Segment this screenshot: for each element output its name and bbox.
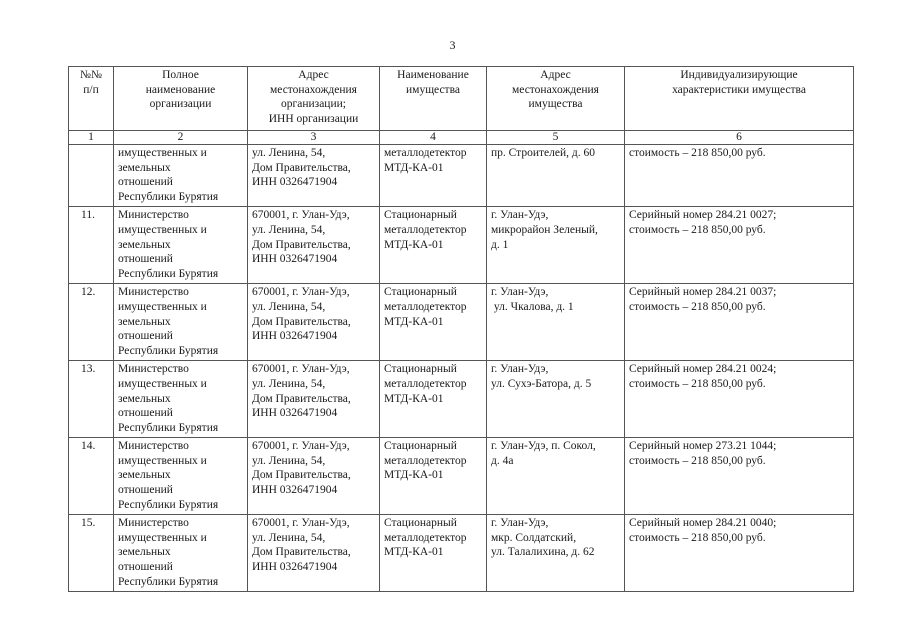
cell-organization-name	[114, 145, 248, 207]
text-line: д. 4а	[491, 454, 514, 467]
cell-organization-name	[114, 361, 248, 438]
text-line: имущественных и	[118, 223, 207, 236]
text-line: ул. Сухэ-Батора, д. 5	[491, 377, 592, 390]
text-line: Адрес	[540, 69, 571, 81]
text-line: ул. Ленина, 54,	[252, 147, 326, 159]
header-characteristics	[625, 67, 854, 131]
text-line: Республики Бурятия	[118, 344, 219, 357]
text-line: имущественных и	[118, 300, 207, 313]
text-line: стоимость – 218 850,00 руб.	[629, 223, 766, 236]
header-number	[69, 67, 114, 131]
text-line: организации	[149, 98, 212, 111]
table-row	[69, 361, 854, 438]
text-line: Министерство	[118, 440, 189, 453]
text-line: ИНН 0326471904	[252, 484, 338, 497]
text-line: ИНН 0326471904	[252, 407, 338, 420]
cell-organization-address	[248, 361, 380, 438]
column-number: 2	[114, 131, 248, 145]
text-line: №№	[80, 69, 102, 81]
cell-property-address	[487, 361, 625, 438]
text-line: отношений	[118, 561, 173, 574]
cell-property-address	[487, 284, 625, 361]
text-line: ИНН 0326471904	[252, 561, 338, 574]
header-property-name	[380, 67, 487, 131]
text-line: МТД-КА-01	[384, 392, 444, 405]
text-line: г. Улан-Удэ,	[491, 517, 549, 530]
cell-number	[69, 145, 114, 207]
cell-property-address	[487, 438, 625, 515]
text-line: ул. Ленина, 54,	[252, 531, 326, 544]
cell-number: 11.	[69, 207, 114, 284]
text-line: МТД-КА-01	[384, 469, 444, 482]
text-line: Серийный номер 284.21 0024;	[629, 363, 777, 376]
text-line: Стационарный	[384, 363, 457, 376]
text-line: г. Улан-Удэ,	[491, 286, 549, 299]
text-line: 670001, г. Улан-Удэ,	[252, 440, 350, 453]
cell-organization-address	[248, 515, 380, 592]
cell-property-name	[380, 207, 487, 284]
cell-organization-name	[114, 515, 248, 592]
text-line: Серийный номер 273.21 1044;	[629, 440, 777, 453]
header-property-address	[487, 67, 625, 131]
text-line: имущественных и	[118, 147, 207, 159]
text-line: 670001, г. Улан-Удэ,	[252, 363, 350, 376]
text-line: г. Улан-Удэ,	[491, 209, 549, 222]
text-line: металлодетектор	[384, 223, 467, 236]
text-line: ИНН 0326471904	[252, 330, 338, 343]
text-line: ИНН 0326471904	[252, 253, 338, 266]
text-line: Индивидуализирующие	[680, 69, 798, 81]
text-line: отношений	[118, 176, 173, 189]
text-line: стоимость – 218 850,00 руб.	[629, 531, 766, 544]
cell-number: 14.	[69, 438, 114, 515]
text-line: Стационарный	[384, 440, 457, 453]
text-line: земельных	[118, 469, 171, 482]
text-line: ул. Талалихина, д. 62	[491, 546, 595, 559]
text-line: характеристики имущества	[672, 83, 806, 96]
column-number-row	[69, 131, 854, 145]
text-line: Серийный номер 284.21 0027;	[629, 209, 777, 222]
cell-characteristics	[625, 438, 854, 515]
text-line: Республики Бурятия	[118, 190, 219, 203]
text-line: МТД-КА-01	[384, 546, 444, 559]
column-number: 3	[248, 131, 380, 145]
text-line: отношений	[118, 484, 173, 497]
cell-number: 13.	[69, 361, 114, 438]
text-line: организации;	[281, 98, 346, 111]
cell-characteristics	[625, 284, 854, 361]
text-line: Министерство	[118, 286, 189, 299]
table-row	[69, 438, 854, 515]
text-line: имущественных и	[118, 377, 207, 390]
text-line: д. 1	[491, 238, 509, 251]
column-number: 6	[625, 131, 854, 145]
table-row	[69, 145, 854, 207]
text-line: Стационарный	[384, 517, 457, 530]
cell-organization-address	[248, 207, 380, 284]
cell-number: 12.	[69, 284, 114, 361]
text-line: Министерство	[118, 209, 189, 222]
cell-organization-name	[114, 438, 248, 515]
text-line: 670001, г. Улан-Удэ,	[252, 517, 350, 530]
text-line: ул. Ленина, 54,	[252, 377, 326, 390]
text-line: земельных	[118, 315, 171, 328]
cell-organization-address	[248, 284, 380, 361]
text-line: Дом Правительства,	[252, 238, 351, 251]
text-line: ИНН организации	[268, 112, 359, 125]
property-table	[68, 66, 854, 592]
text-line: отношений	[118, 407, 173, 420]
text-line: мкр. Солдатский,	[491, 531, 577, 544]
text-line: Стационарный	[384, 286, 457, 299]
cell-property-name	[380, 438, 487, 515]
text-line: ул. Ленина, 54,	[252, 300, 326, 313]
text-line: наименование	[145, 83, 216, 96]
cell-characteristics	[625, 515, 854, 592]
text-line: микрорайон Зеленый,	[491, 223, 598, 236]
cell-property-address	[487, 515, 625, 592]
cell-characteristics	[625, 361, 854, 438]
text-line: металлодетектор	[384, 531, 467, 544]
cell-number: 15.	[69, 515, 114, 592]
text-line: Дом Правительства,	[252, 392, 351, 405]
cell-organization-name	[114, 284, 248, 361]
text-line: Дом Правительства,	[252, 469, 351, 482]
cell-organization-address	[248, 438, 380, 515]
text-line: имущества	[406, 83, 460, 96]
text-line: Дом Правительства,	[252, 161, 351, 174]
text-line: Наименование	[397, 69, 469, 81]
text-line: Дом Правительства,	[252, 315, 351, 328]
text-line: пр. Строителей, д. 60	[491, 147, 595, 159]
text-line: Республики Бурятия	[118, 267, 219, 280]
header-organization-address	[248, 67, 380, 131]
cell-organization-address	[248, 145, 380, 207]
cell-property-name	[380, 361, 487, 438]
cell-property-name	[380, 515, 487, 592]
text-line: стоимость – 218 850,00 руб.	[629, 377, 766, 390]
text-line: г. Улан-Удэ, п. Сокол,	[491, 440, 596, 453]
column-number: 5	[487, 131, 625, 145]
page-number: 3	[449, 38, 456, 52]
text-line: 670001, г. Улан-Удэ,	[252, 209, 350, 222]
cell-characteristics	[625, 145, 854, 207]
text-line: МТД-КА-01	[384, 315, 444, 328]
text-line: Министерство	[118, 517, 189, 530]
text-line: земельных	[118, 392, 171, 405]
text-line: 670001, г. Улан-Удэ,	[252, 286, 350, 299]
text-line: МТД-КА-01	[384, 161, 444, 174]
text-line: металлодетектор	[384, 147, 467, 159]
text-line: металлодетектор	[384, 377, 467, 390]
column-number: 4	[380, 131, 487, 145]
cell-property-name	[380, 145, 487, 207]
text-line: Адрес	[298, 69, 329, 81]
text-line: Серийный номер 284.21 0037;	[629, 286, 777, 299]
text-line: ул. Ленина, 54,	[252, 454, 326, 467]
cell-property-address	[487, 207, 625, 284]
text-line: г. Улан-Удэ,	[491, 363, 549, 376]
text-line: Серийный номер 284.21 0040;	[629, 517, 777, 530]
text-line: Республики Бурятия	[118, 421, 219, 434]
text-line: имущества	[528, 98, 583, 111]
text-line: Республики Бурятия	[118, 575, 219, 588]
text-line: земельных	[118, 238, 171, 251]
text-line: Стационарный	[384, 209, 457, 222]
cell-property-name	[380, 284, 487, 361]
text-line: ул. Чкалова, д. 1	[491, 300, 574, 313]
cell-characteristics	[625, 207, 854, 284]
text-line: отношений	[118, 330, 173, 343]
text-line: имущественных и	[118, 454, 207, 467]
table-row	[69, 207, 854, 284]
table-row	[69, 515, 854, 592]
text-line: п/п	[83, 83, 99, 96]
text-line: Министерство	[118, 363, 189, 376]
text-line: Дом Правительства,	[252, 546, 351, 559]
cell-property-address	[487, 145, 625, 207]
header-row	[69, 67, 854, 131]
cell-organization-name	[114, 207, 248, 284]
text-line: земельных	[118, 161, 171, 174]
text-line: Республики Бурятия	[118, 498, 219, 511]
text-line: Полное	[162, 69, 199, 81]
text-line: металлодетектор	[384, 454, 467, 467]
text-line: металлодетектор	[384, 300, 467, 313]
text-line: местонахождения	[270, 83, 357, 96]
column-number: 1	[69, 131, 114, 145]
text-line: земельных	[118, 546, 171, 559]
text-line: ИНН 0326471904	[252, 176, 338, 189]
text-line: стоимость – 218 850,00 руб.	[629, 300, 766, 313]
table-row	[69, 284, 854, 361]
text-line: стоимость – 218 850,00 руб.	[629, 147, 766, 159]
header-organization-name	[114, 67, 248, 131]
text-line: отношений	[118, 253, 173, 266]
text-line: стоимость – 218 850,00 руб.	[629, 454, 766, 467]
text-line: ул. Ленина, 54,	[252, 223, 326, 236]
text-line: местонахождения	[512, 83, 599, 96]
text-line: имущественных и	[118, 531, 207, 544]
text-line: МТД-КА-01	[384, 238, 444, 251]
